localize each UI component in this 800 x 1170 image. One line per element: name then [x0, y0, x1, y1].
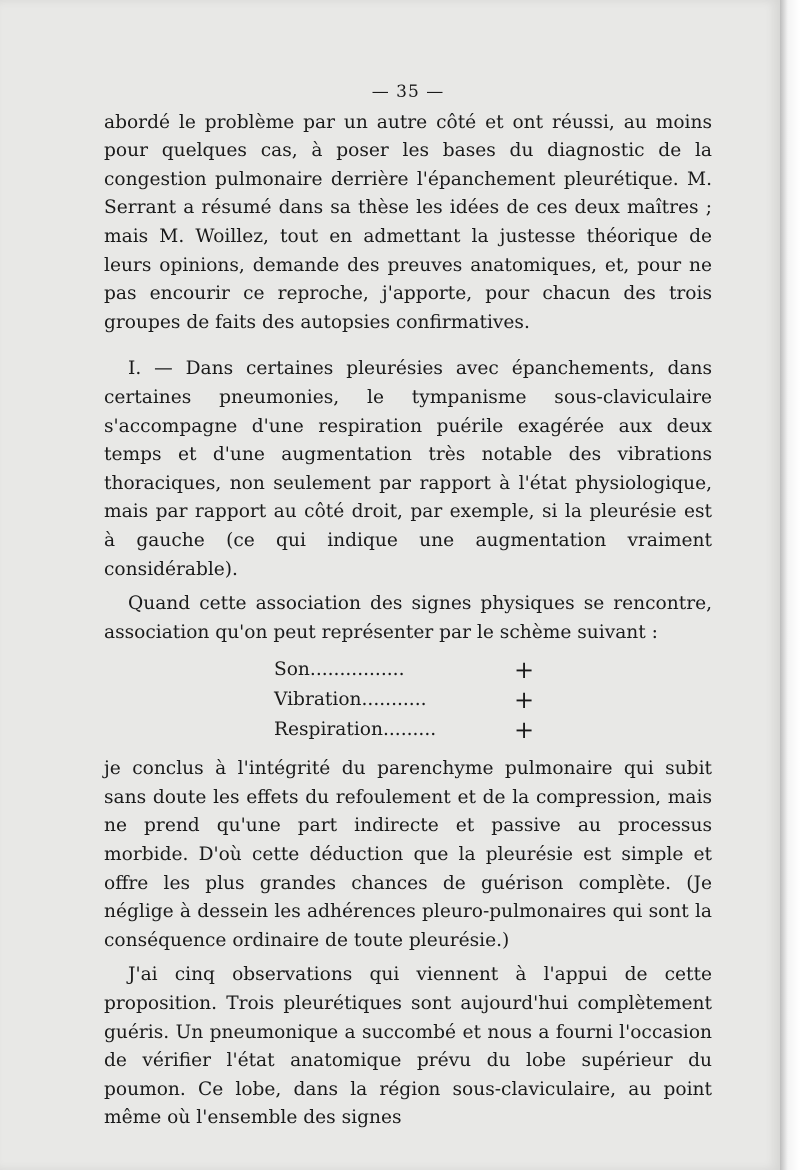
plus-sign: +	[514, 686, 535, 715]
signs-scheme	[274, 655, 534, 745]
paragraph-4: je conclus à l'intégrité du parenchyme pulmonaire qui subit sans doute les effets du refoulement et de la compression, mais ne prend qu'une part indirecte et passive au processus morbide. D'où cette déduction que la pleurésie est simple et offre les plus grandes chances de guérison complète. (Je néglige à dessein les adhérences pleuro-pulmonaires qui sont la conséquence ordinaire de toute pleurésie.)	[104, 758, 712, 951]
plus-sign: +	[514, 656, 535, 685]
paragraph-1: abordé le problème par un autre côté et ont réussi, au moins pour quelques cas, à poser les bases du diagnostic de la congestion pulmonaire derrière l'épanchement pleurétique. M. Serrant a résumé dans sa thèse les idées de ces deux maîtres ; mais M. Woillez, tout en admettant la justesse théorique de leurs opinions, demande des preuves anatomiques, et, pour ne pas encourir ce reproche, j'apporte, pour chacun des trois groupes de faits des autopsies confirmatives.	[104, 111, 712, 333]
paragraph-2: I. — Dans certaines pleurésies avec épanchements, dans certaines pneumonies, le tympanisme sous-claviculaire s'accompagne d'une respiration puérile exagérée aux deux temps et d'une augmentation très notable des vibrations thoraciques, non seulement par rapport à l'état physiologique, mais par rapport au côté droit, par exemple, si la pleurésie est à gauche (ce qui indique une augmentation vraiment considérable).	[104, 358, 712, 580]
page-text	[104, 78, 712, 1133]
scheme-row-respiration	[274, 715, 534, 745]
scheme-row-son	[274, 655, 534, 685]
paragraph-3: Quand cette association des signes physiques se rencontre, association qu'on peut représenter par le schème suivant :	[104, 593, 712, 643]
scheme-term: Respiration.........	[274, 719, 437, 741]
page-edge	[780, 0, 800, 1170]
scheme-term: Son................	[274, 659, 405, 681]
scheme-term: Vibration...........	[274, 689, 427, 711]
page-number: — 35 —	[371, 82, 445, 102]
plus-sign: +	[514, 716, 535, 745]
scheme-row-vibration	[274, 685, 534, 715]
paragraph-5: J'ai cinq observations qui viennent à l'appui de cette proposition. Trois pleurétiques sont aujourd'hui complètement guéris. Un pneumonique a succombé et nous a fourni l'occasion de vérifier l'état anatomique prévu du lobe supérieur du poumon. Ce lobe, dans la région sous-claviculaire, au point même où l'ensemble des signes	[104, 964, 712, 1129]
